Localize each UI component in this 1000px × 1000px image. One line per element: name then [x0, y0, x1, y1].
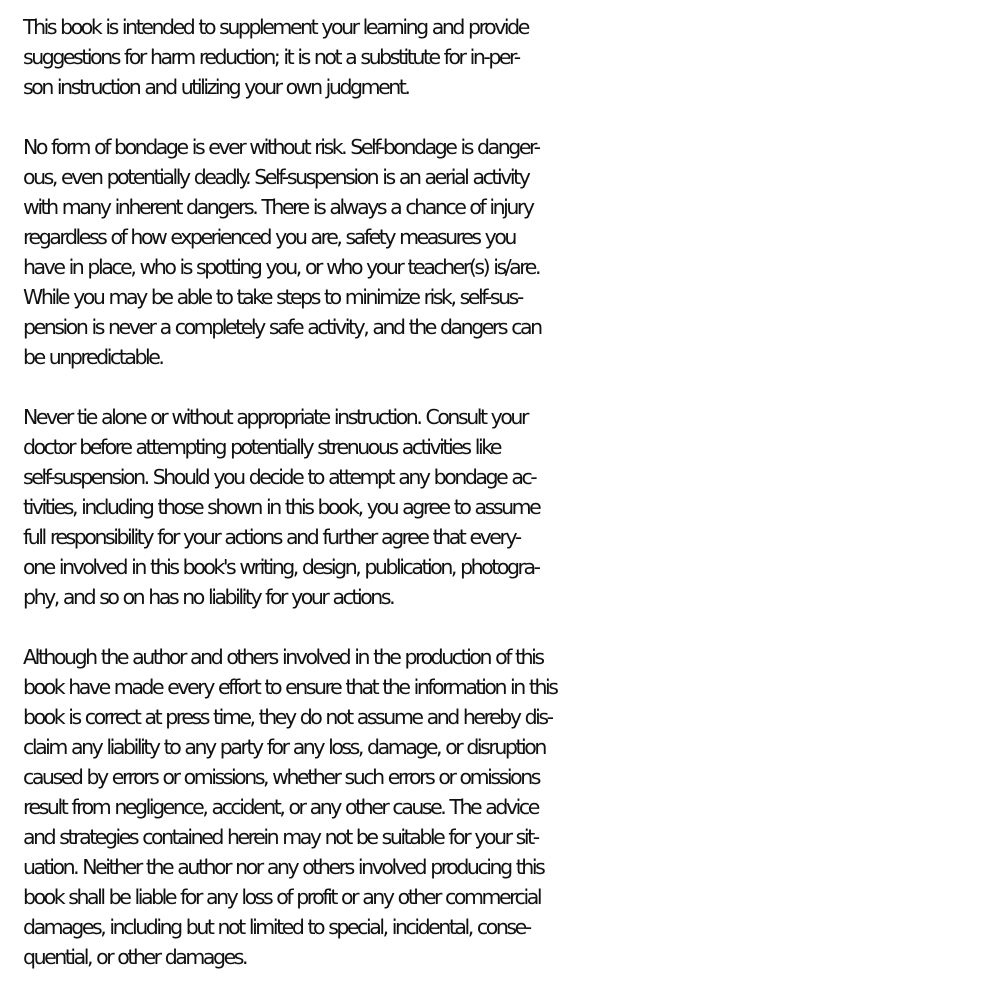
text-line: result from negligence, accident, or any other cause. The advice — [23, 795, 538, 819]
text-line: book shall be liable for any loss of profit or any other commercial — [23, 885, 541, 909]
paragraph-risk — [23, 132, 1000, 372]
text-line: While you may be able to take steps to minimize risk, self-sus- — [23, 285, 522, 309]
text-line: claim any liability to any party for any loss, damage, or disruption — [23, 735, 545, 759]
text-line: be unpredictable. — [23, 345, 163, 369]
text-line: quential, or other damages. — [23, 945, 247, 969]
text-line: book is correct at press time, they do not assume and hereby dis- — [23, 705, 552, 729]
text-line: full responsibility for your actions and further agree that every- — [23, 525, 520, 549]
text-line: book have made every effort to ensure that the information in this — [23, 675, 557, 699]
text-line: Never tie alone or without appropriate instruction. Consult your — [23, 405, 527, 429]
text-line: self-suspension. Should you decide to attempt any bondage ac- — [23, 465, 536, 489]
text-line: No form of bondage is ever without risk. Self-bondage is danger- — [23, 135, 539, 159]
text-line: suggestions for harm reduction; it is not a substitute for in-per- — [23, 45, 519, 69]
text-line: regardless of how experienced you are, safety measures you — [23, 225, 515, 249]
text-line: pension is never a completely safe activity, and the dangers can — [23, 315, 541, 339]
text-line: doctor before attempting potentially strenuous activities like — [23, 435, 501, 459]
paragraph-liability — [23, 642, 1000, 972]
text-line: caused by errors or omissions, whether such errors or omissions — [23, 765, 539, 789]
text-line: ous, even potentially deadly. Self-suspension is an aerial activity — [23, 165, 529, 189]
text-line: This book is intended to supplement your learning and provide — [23, 15, 528, 39]
text-line: damages, including but not limited to special, incidental, conse- — [23, 915, 530, 939]
text-line: have in place, who is spotting you, or who your teacher(s) is/are. — [23, 255, 540, 279]
disclaimer-page — [23, 12, 1000, 972]
paragraph-responsibility — [23, 402, 1000, 612]
text-line: phy, and so on has no liability for your actions. — [23, 585, 394, 609]
text-line: one involved in this book's writing, design, publication, photogra- — [23, 555, 539, 579]
paragraph-intro — [23, 12, 1000, 102]
text-line: Although the author and others involved in the production of this — [23, 645, 543, 669]
text-line: and strategies contained herein may not be suitable for your sit- — [23, 825, 538, 849]
text-line: uation. Neither the author nor any others involved producing this — [23, 855, 544, 879]
text-line: son instruction and utilizing your own judgment. — [23, 75, 409, 99]
text-line: tivities, including those shown in this book, you agree to assume — [23, 495, 540, 519]
text-line: with many inherent dangers. There is always a chance of injury — [23, 195, 533, 219]
